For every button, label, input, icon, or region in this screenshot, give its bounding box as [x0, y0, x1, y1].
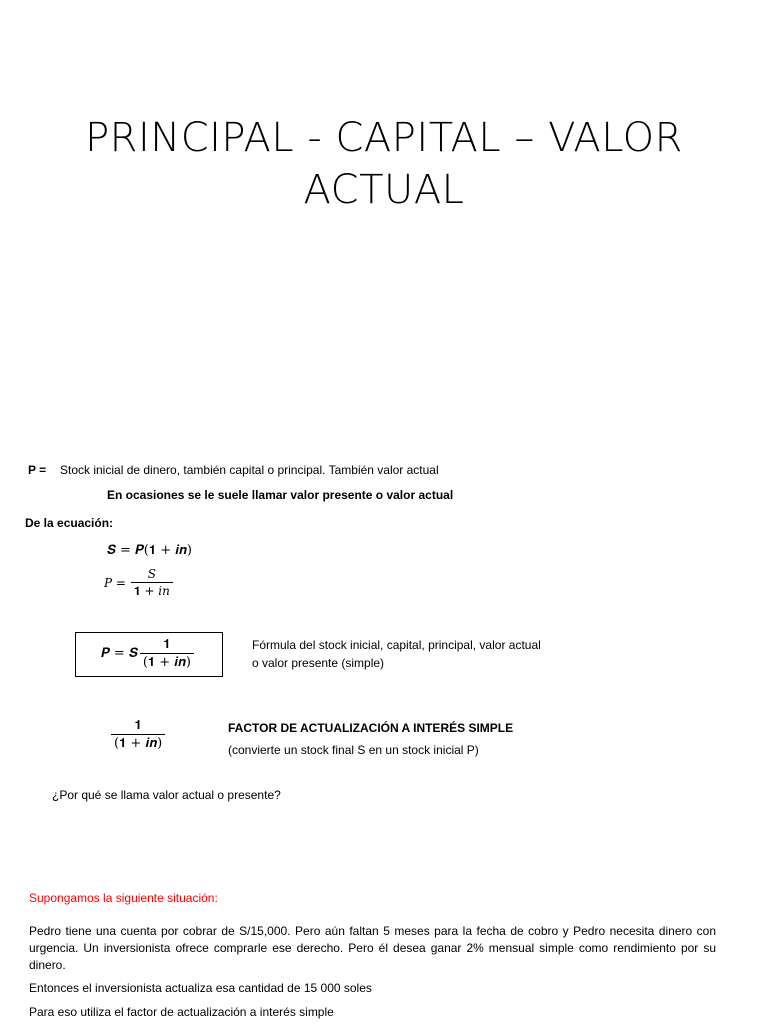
title-line-2: ACTUAL	[303, 167, 465, 213]
eq3-numerator: 𝟏	[140, 637, 194, 654]
question: ¿Por qué se llama valor actual o presente?	[52, 788, 281, 802]
factor-title: FACTOR DE ACTUALIZACIÓN A INTERÉS SIMPLE	[228, 721, 514, 735]
eq3	[101, 637, 194, 670]
equation-s-equals-p: 𝑺 = 𝑷(𝟏 + 𝒊𝒏)	[107, 543, 192, 558]
page-title	[0, 112, 768, 216]
definition-symbol: P =	[28, 463, 47, 477]
eq2-denominator: 𝟏 + 𝑖𝑛	[133, 584, 170, 598]
formula-desc-line-2: o valor presente (simple)	[252, 656, 385, 670]
title-line-1: PRINCIPAL - CAPITAL – VALOR	[85, 115, 683, 161]
eq4-denominator: (𝟏 + 𝒊𝒏)	[114, 736, 163, 751]
formula-desc-line-1: Fórmula del stock inicial, capital, principal, valor actual	[252, 638, 541, 652]
eq3-left: 𝑷 = 𝑺	[101, 646, 138, 661]
situation-heading: Supongamos la siguiente situación:	[29, 891, 218, 905]
factor-desc: (convierte un stock final S en un stock inicial P)	[228, 743, 479, 757]
situation-paragraph: Pedro tiene una cuenta por cobrar de S/15,000. Pero aún faltan 5 meses para la fecha de cobro y Pedro necesita dinero con urgencia. Un inversionista ofrece comprarle ese derecho. Pero él desea ganar 2% mensual simple como rendimiento por su dinero.	[29, 924, 716, 972]
eq2-numerator: 𝑆	[131, 567, 173, 583]
definition-note: En ocasiones se le suele llamar valor presente o valor actual	[107, 488, 454, 502]
eq3-fraction	[140, 637, 194, 670]
eq2-left: 𝑃 =	[104, 576, 126, 590]
from-equation-label: De la ecuación:	[25, 516, 114, 530]
situation-line-3: Para eso utiliza el factor de actualización a interés simple	[29, 1005, 334, 1019]
equation-p-fraction	[104, 567, 173, 599]
situation-line-2: Entonces el inversionista actualiza esa cantidad de 15 000 soles	[29, 981, 372, 995]
eq4-numerator: 𝟏	[111, 718, 165, 735]
eq3-denominator: (𝟏 + 𝒊𝒏)	[142, 655, 191, 670]
definition-text: Stock inicial de dinero, también capital o principal. También valor actual	[60, 463, 439, 477]
eq4-fraction	[111, 718, 165, 751]
factor-fraction	[111, 718, 165, 751]
eq2-fraction	[131, 567, 173, 599]
boxed-formula	[75, 632, 223, 677]
